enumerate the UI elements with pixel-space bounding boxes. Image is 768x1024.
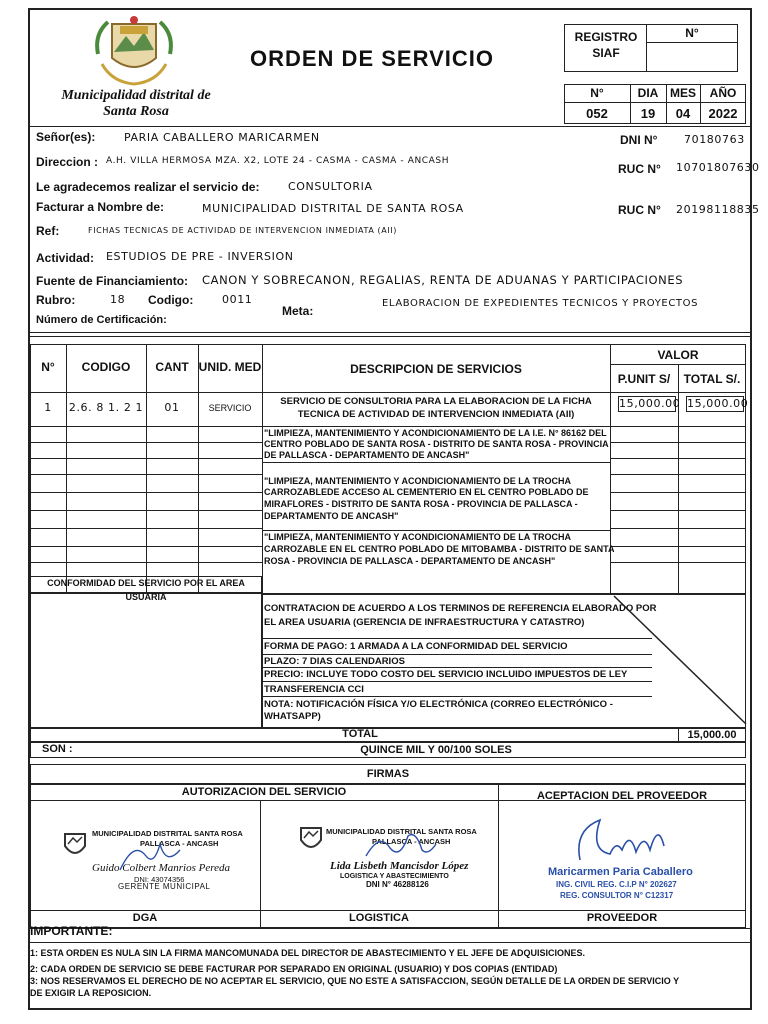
mes-value: 04 [675, 106, 691, 121]
order-no-label: N° [590, 86, 604, 100]
nota-1: NOTA: NOTIFICACIÓN FÍSICA Y/O ELECTRÓNICA (CORREO ELECTRÓNICO - [264, 699, 613, 710]
anio-value: 2022 [708, 106, 738, 121]
desc-c-1: "LIMPIEZA, MANTENIMIENTO Y ACONDICIONAMIENTO DE LA TROCHA [264, 532, 571, 542]
seal-icon [62, 832, 88, 860]
stamp1-name: Guido Colbert Manrios Pereda [92, 862, 230, 874]
certificacion-label: Número de Certificación: [36, 314, 167, 326]
stamp2-org-1: MUNICIPALIDAD DISTRITAL SANTA ROSA [326, 827, 477, 836]
row-unid: SERVICIO [208, 403, 252, 413]
importante-label: IMPORTANTE: [30, 924, 113, 938]
dni-label: DNI N° [620, 133, 658, 147]
note-3-line1: 3: NOS RESERVAMOS EL DERECHO DE NO ACEPTAR EL SERVICIO, QUE NO ESTE A SATISFACCION, SEGÚN DETALLE DE LA ORDEN DE SERVICIO Y [30, 976, 680, 986]
desc-c-2: CARROZABLE EN EL CENTRO POBLADO DE MITOBAMBA - DISTRITO DE SANTA [264, 544, 615, 554]
municipality-logo [92, 14, 176, 88]
actividad-label: Actividad: [36, 251, 95, 265]
desc-b-2: CARROZABLEDE ACCESO AL CEMENTERIO EN EL CENTRO POBLADO DE [264, 487, 589, 497]
stamp2-dni: DNI N° 46288126 [366, 880, 429, 889]
stamp2-name: Lida Lisbeth Mancisdor López [330, 860, 469, 872]
logistica-label: LOGISTICA [349, 912, 409, 924]
conformidad-title-2: USUARIA [125, 592, 167, 602]
dia-value: 19 [640, 106, 656, 121]
total-value: 15,000.00 [687, 729, 737, 741]
note-1: 1: ESTA ORDEN ES NULA SIN LA FIRMA MANCOMUNADA DEL DIRECTOR DE ABASTECIMIENTO Y EL JEFE DE ADQUISICIONES. [30, 948, 586, 958]
stamp2-role: LOGISTICA Y ABASTECIMIENTO [340, 873, 449, 880]
stamp1-org-2: PALLASCA - ANCASH [140, 839, 219, 848]
ref-value: FICHAS TECNICAS DE ACTIVIDAD DE INTERVENCION INMEDIATA (AII) [88, 226, 397, 235]
col-unid: UNID. MED [198, 360, 262, 374]
stamp1-dni: DNI: 43074356 [134, 875, 185, 884]
dga-signature [110, 836, 190, 876]
col-cant: CANT [155, 360, 189, 374]
dga-label: DGA [132, 912, 158, 924]
son-value: QUINCE MIL Y 00/100 SOLES [360, 744, 512, 756]
siaf-label: SIAF [592, 46, 620, 60]
col-punit: P.UNIT S/ [617, 372, 671, 386]
ref-label: Ref: [36, 224, 60, 238]
meta-label: Meta: [282, 304, 314, 318]
fuente-value: CANON Y SOBRECANON, REGALIAS, RENTA DE ADUANAS Y PARTICIPACIONES [202, 273, 684, 287]
aceptacion-label: ACEPTACION DEL PROVEEDOR [536, 790, 708, 802]
municipality-name-line2: Santa Rosa [103, 104, 169, 119]
ruc2-value: 20198118835 [676, 203, 760, 216]
desc-main-2: TECNICA DE ACTIVIDAD DE INTERVENCION INMEDIATA (AII) [297, 409, 575, 420]
proveedor-signature [560, 810, 690, 870]
total-label: TOTAL [342, 728, 378, 740]
precio: PRECIO: INCLUYE TODO COSTO DEL SERVICIO INCLUIDO IMPUESTOS DE LEY [264, 669, 628, 680]
desc-a-3: DE PALLASCA - DEPARTAMENTO DE ANCASH" [264, 450, 470, 460]
stamp1-org-1: MUNICIPALIDAD DISTRITAL SANTA ROSA [92, 829, 243, 838]
desc-a-1: "LIMPIEZA, MANTENIMIENTO Y ACONDICIONAMIENTO DE LA I.E. N° 86162 DEL [264, 428, 607, 438]
col-total: TOTAL S/. [683, 372, 741, 386]
agradecemos-label: Le agradecemos realizar el servicio de: [36, 180, 260, 194]
ruc-label: RUC N° [618, 162, 661, 176]
conformidad-title-1: CONFORMIDAD DEL SERVICIO POR EL AREA [47, 578, 245, 588]
dni-value: 70180763 [684, 133, 745, 146]
order-no-value: 052 [586, 106, 608, 121]
dia-label: DIA [637, 86, 659, 100]
rubro-value: 18 [110, 293, 126, 306]
row-total-value: 15,000.00 [687, 397, 749, 410]
col-no: N° [41, 360, 55, 374]
desc-main-1: SERVICIO DE CONSULTORIA PARA LA ELABORACION DE LA FICHA [280, 396, 592, 407]
row-no: 1 [44, 401, 52, 414]
facturar-label: Facturar a Nombre de: [36, 200, 165, 214]
meta-value: ELABORACION DE EXPEDIENTES TECNICOS Y PROYECTOS [382, 298, 699, 309]
note-3-line2: DE EXIGIR LA REPOSICION. [30, 988, 152, 998]
forma-pago: FORMA DE PAGO: 1 ARMADA A LA CONFORMIDAD DEL SERVICIO [264, 641, 568, 652]
municipality-name-line1: Municipalidad distrital de [61, 88, 211, 103]
firmas-label: FIRMAS [366, 768, 410, 780]
stamp3-line1: ING. CIVIL REG. C.I.P N° 202627 [556, 880, 677, 889]
ruc-value: 10701807630 [676, 161, 760, 174]
logistica-signature [360, 826, 440, 866]
actividad-value: ESTUDIOS DE PRE - INVERSION [106, 250, 294, 263]
stamp3-line2: REG. CONSULTOR N° C12317 [560, 891, 674, 900]
col-valor: VALOR [657, 348, 699, 362]
ruc2-label: RUC N° [618, 203, 661, 217]
rubro-label: Rubro: [36, 293, 76, 307]
senor-label: Señor(es): [36, 130, 96, 144]
terms-1: CONTRATACION DE ACUERDO A LOS TERMINOS DE REFERENCIA ELABORADO POR [264, 603, 657, 614]
registro-no-label: N° [685, 26, 699, 40]
direccion-label: Direccion : [36, 155, 99, 169]
document-title: ORDEN DE SERVICIO [250, 46, 494, 71]
direccion-value: A.H. VILLA HERMOSA MZA. X2, LOTE 24 - CASMA - CASMA - ANCASH [106, 156, 450, 166]
desc-a-2: CENTRO POBLADO DE SANTA ROSA - DISTRITO DE SANTA ROSA - PROVINCIA [264, 439, 609, 449]
note-2: 2: CADA ORDEN DE SERVICIO SE DEBE FACTURAR POR SEPARADO EN ORIGINAL (USUARIO) Y DOS COPIAS (ENTIDAD) [30, 964, 558, 974]
mes-label: MES [669, 86, 696, 100]
codigo-label: Codigo: [148, 293, 194, 307]
codigo-value: 0011 [222, 293, 253, 306]
fuente-label: Fuente de Financiamiento: [36, 274, 189, 288]
stamp1-role: GERENTE MUNICIPAL [118, 882, 211, 891]
row-punit-value: 15,000.00 [619, 397, 681, 410]
proveedor-label: PROVEEDOR [586, 912, 658, 924]
senor-value: PARIA CABALLERO MARICARMEN [124, 131, 320, 144]
cancel-diagonal-line [610, 594, 750, 728]
anio-label: AÑO [709, 86, 737, 100]
plazo: PLAZO: 7 DIAS CALENDARIOS [264, 656, 405, 667]
desc-b-1: "LIMPIEZA, MANTENIMIENTO Y ACONDICIONAMIENTO DE LA TROCHA [264, 476, 571, 486]
nota-2: WHATSAPP) [264, 711, 321, 722]
desc-c-3: ROSA - PROVINCIA DE PALLASCA - DEPARTAMENTO DE ANCASH" [264, 556, 556, 566]
registro-label: REGISTRO [574, 30, 638, 44]
col-codigo: CODIGO [81, 360, 131, 374]
desc-b-3: MIRAFLORES - DISTRITO DE SANTA ROSA - PROVINCIA DE PALLASCA - [264, 499, 578, 509]
row-codigo: 2.6. 8 1. 2 1 [68, 401, 144, 414]
terms-2: EL AREA USUARIA (GERENCIA DE INFRAESTRUCTURA Y CATASTRO) [264, 617, 585, 628]
transferencia: TRANSFERENCIA CCI [264, 684, 364, 695]
desc-b-4: DEPARTAMENTO DE ANCASH" [264, 511, 399, 521]
son-label: SON : [42, 743, 73, 755]
agradecemos-value: CONSULTORIA [288, 180, 373, 193]
stamp2-org-2: PALLASCA - ANCASH [372, 837, 451, 846]
facturar-value: MUNICIPALIDAD DISTRITAL DE SANTA ROSA [202, 202, 464, 215]
row-cant: 01 [164, 401, 180, 414]
stamp3-name: Maricarmen Paria Caballero [548, 866, 693, 878]
col-descripcion: DESCRIPCION DE SERVICIOS [350, 362, 522, 376]
autorizacion-label: AUTORIZACION DEL SERVICIO [181, 786, 347, 798]
seal-icon-2 [298, 826, 324, 854]
